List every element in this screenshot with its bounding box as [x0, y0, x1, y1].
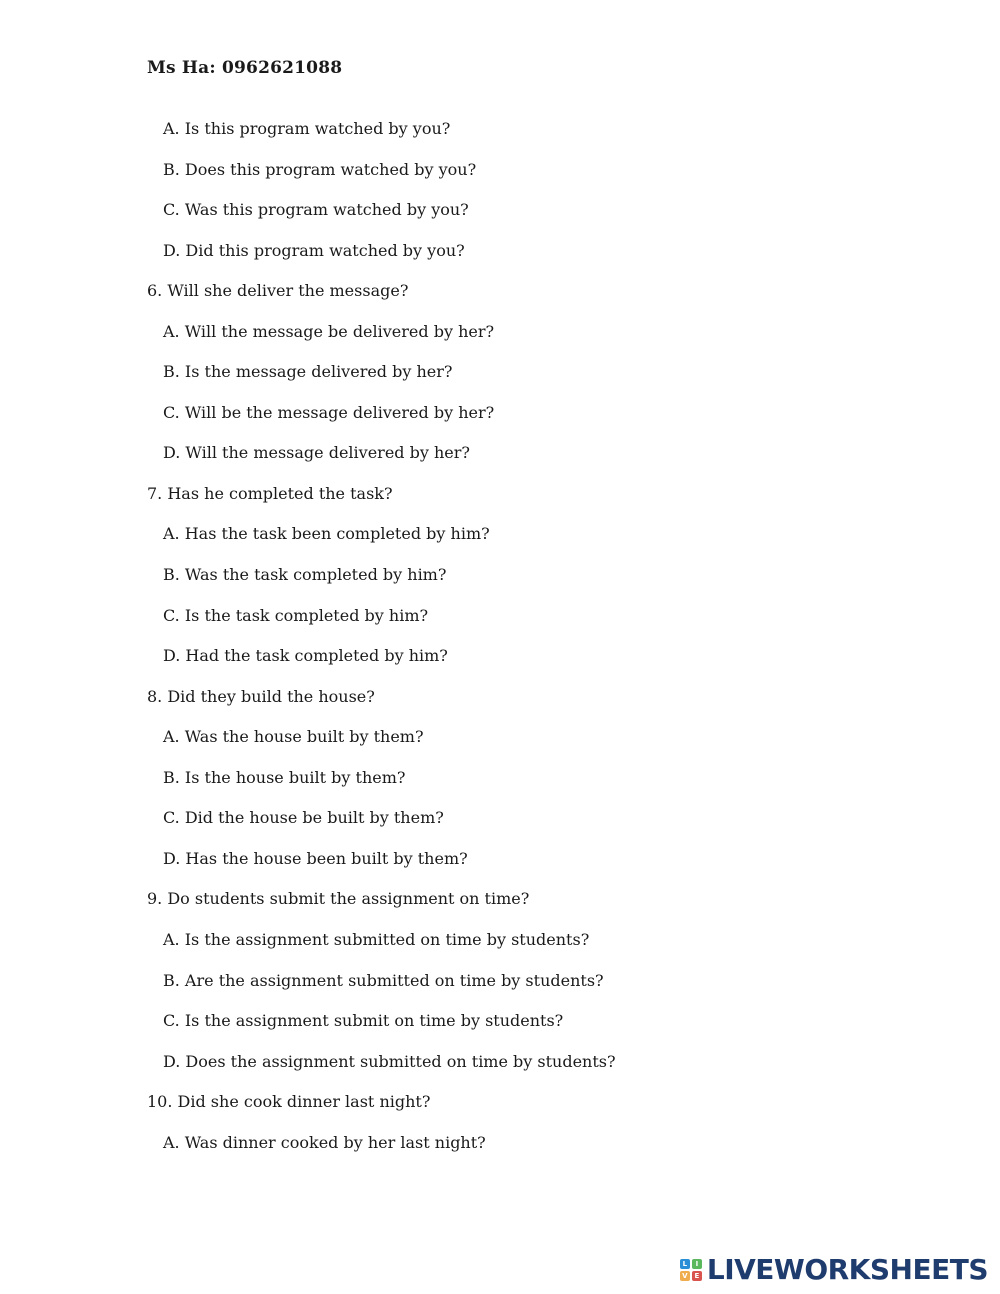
liveworksheets-logo-icon: L I V E [680, 1259, 702, 1281]
answer-option: A. Is this program watched by you? [163, 119, 451, 138]
answer-option: B. Is the house built by them? [163, 768, 406, 787]
page-header: Ms Ha: 0962621088 [147, 58, 343, 78]
question-text: 10. Did she cook dinner last night? [147, 1092, 431, 1111]
answer-option: B. Does this program watched by you? [163, 160, 477, 179]
answer-option: C. Was this program watched by you? [163, 200, 469, 219]
answer-option: C. Is the task completed by him? [163, 606, 429, 625]
answer-option: D. Will the message delivered by her? [163, 443, 470, 462]
answer-option: B. Was the task completed by him? [163, 565, 447, 584]
answer-option: A. Has the task been completed by him? [163, 524, 490, 543]
question-text: 8. Did they build the house? [147, 687, 375, 706]
question-text: 7. Has he completed the task? [147, 484, 393, 503]
answer-option: D. Had the task completed by him? [163, 646, 448, 665]
answer-option: A. Will the message be delivered by her? [163, 322, 495, 341]
question-text: 9. Do students submit the assignment on time? [147, 889, 530, 908]
answer-option: D. Did this program watched by you? [163, 241, 465, 260]
liveworksheets-logo [680, 1253, 988, 1286]
answer-option: C. Is the assignment submit on time by students? [163, 1011, 564, 1030]
answer-option: C. Did the house be built by them? [163, 808, 444, 827]
answer-option: A. Was dinner cooked by her last night? [163, 1133, 486, 1152]
answer-option: C. Will be the message delivered by her? [163, 403, 495, 422]
answer-option: A. Was the house built by them? [163, 727, 424, 746]
answer-option: D. Does the assignment submitted on time by students? [163, 1052, 616, 1071]
answer-option: D. Has the house been built by them? [163, 849, 468, 868]
question-text: 6. Will she deliver the message? [147, 281, 409, 300]
answer-option: B. Are the assignment submitted on time by students? [163, 971, 604, 990]
liveworksheets-logo-text: LIVEWORKSHEETS [706, 1253, 988, 1286]
answer-option: A. Is the assignment submitted on time by students? [163, 930, 590, 949]
answer-option: B. Is the message delivered by her? [163, 362, 453, 381]
